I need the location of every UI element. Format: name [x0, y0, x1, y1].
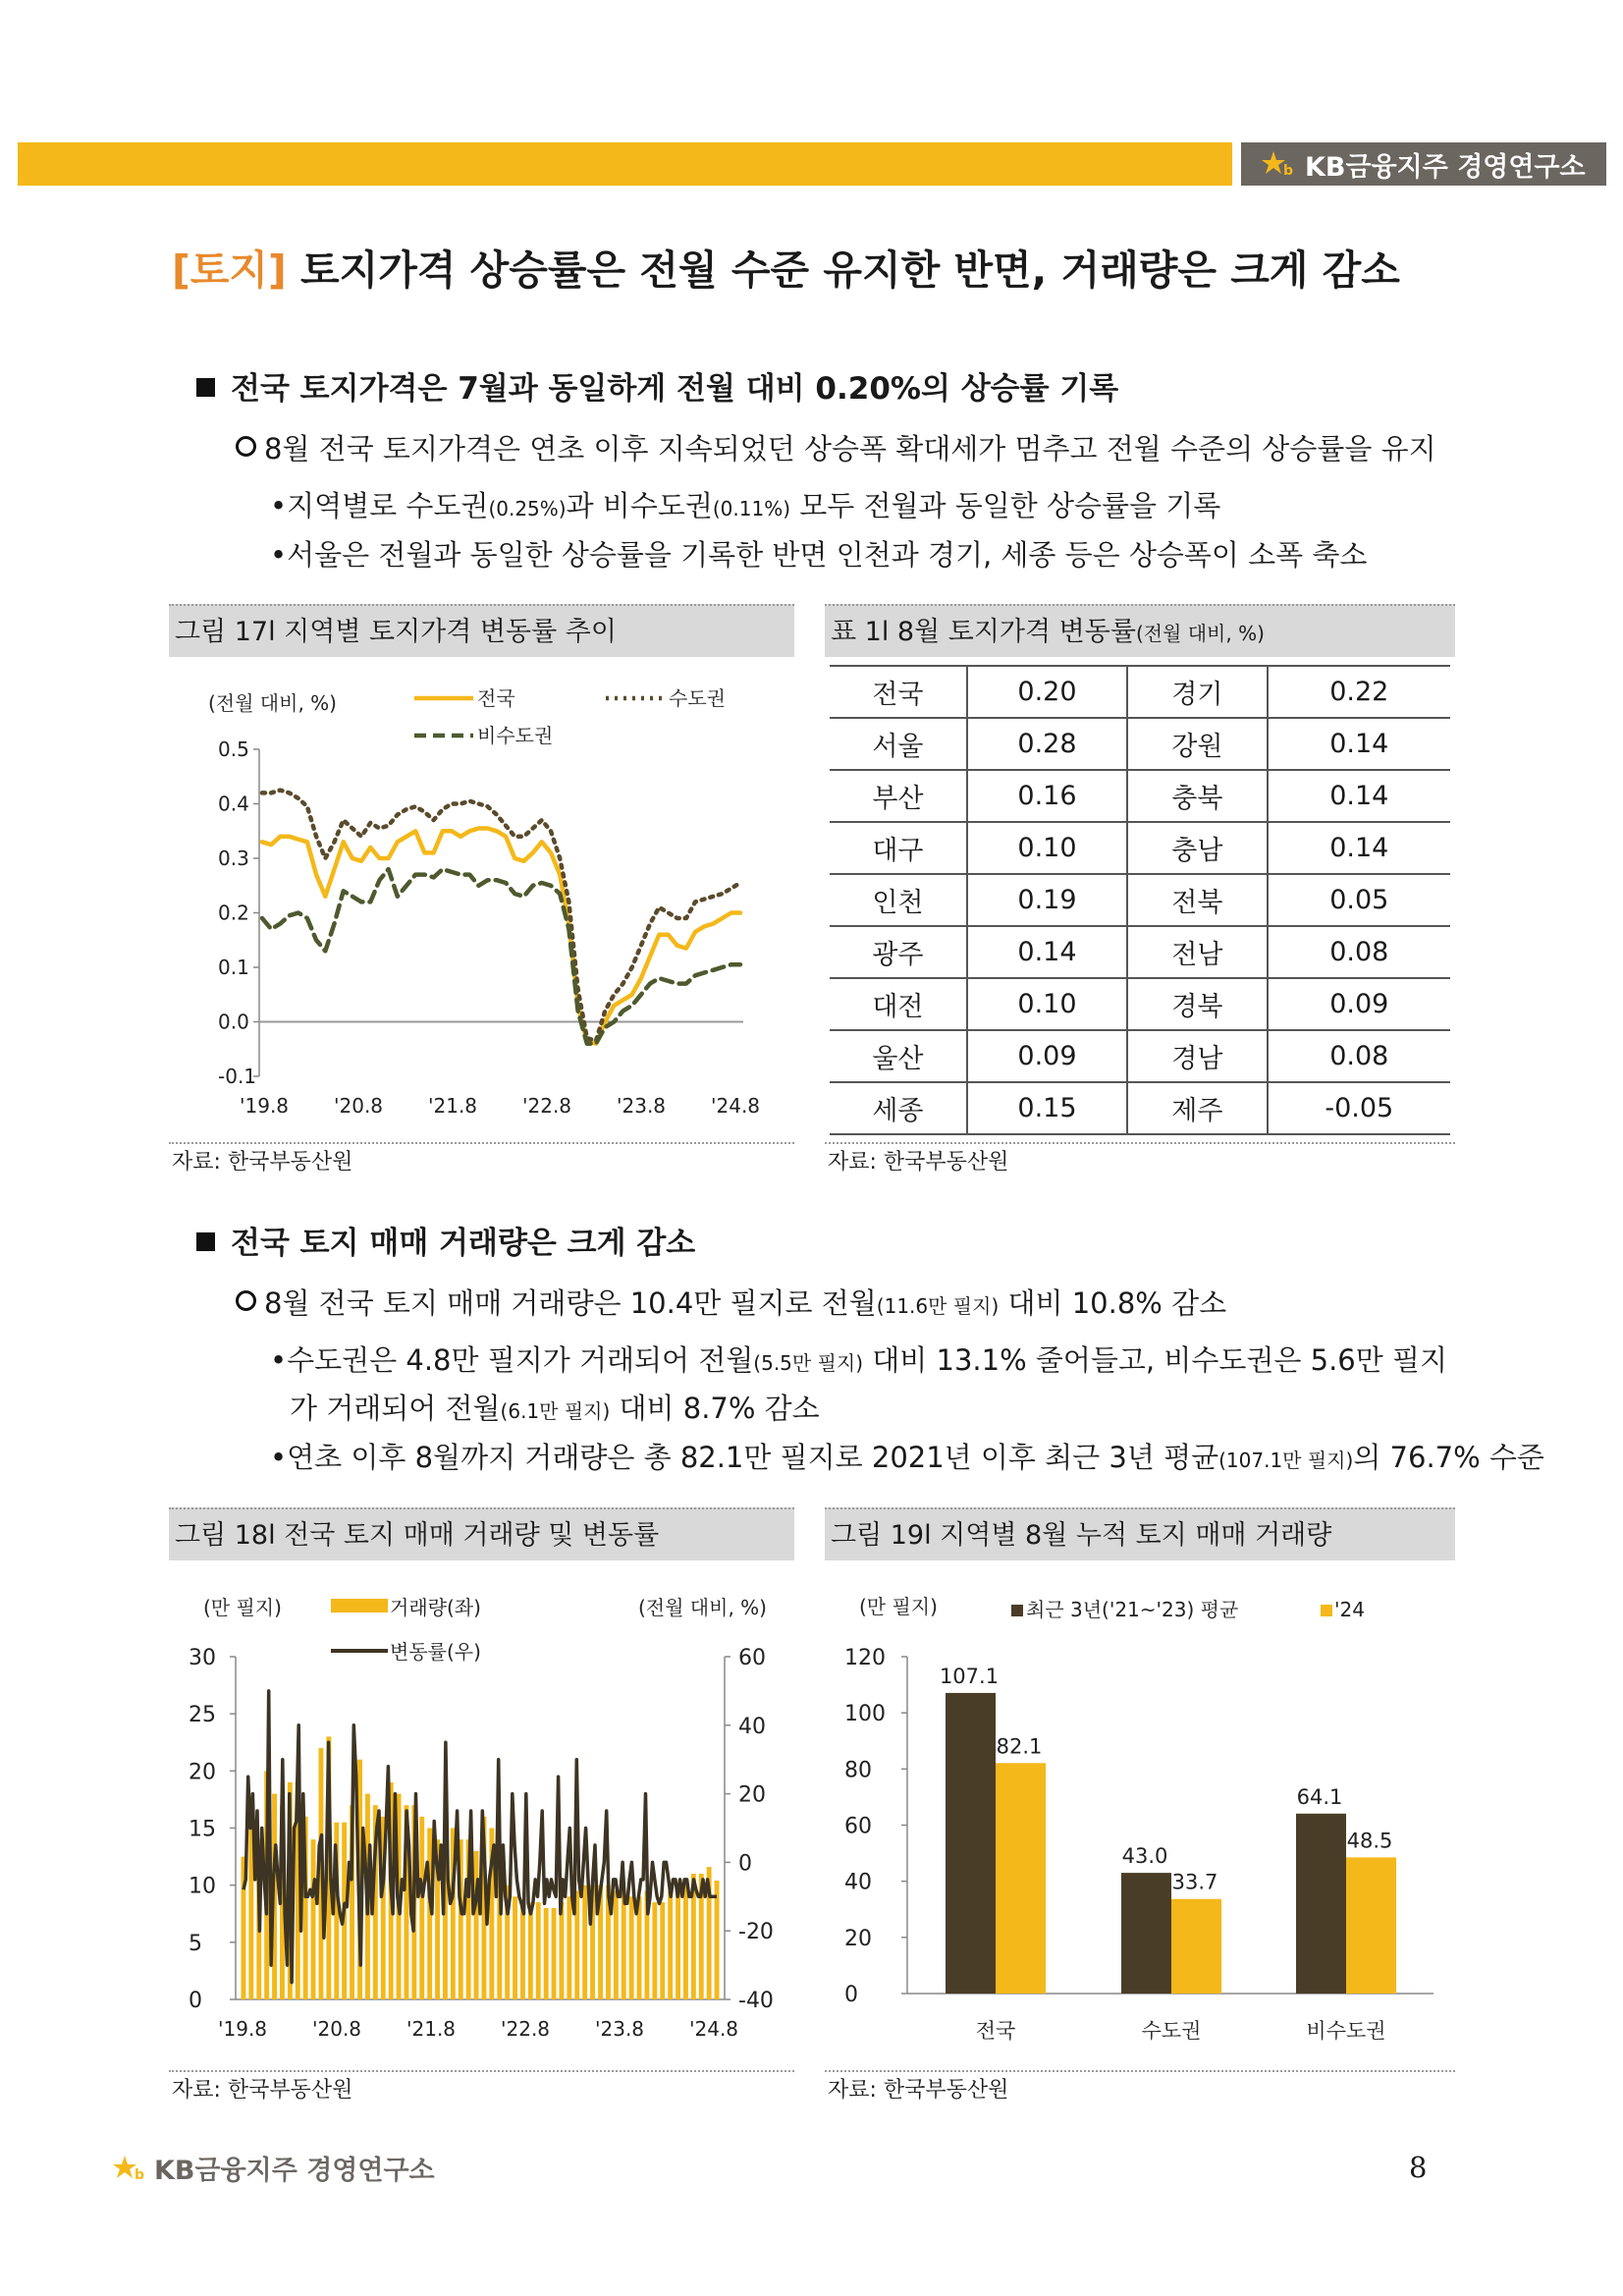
value-cell: 0.22 — [1268, 666, 1450, 718]
y-left-tick-label: 20 — [189, 1760, 216, 1785]
table-row — [830, 822, 1450, 874]
kb-star-icon — [113, 2154, 148, 2183]
series-line-3 — [262, 869, 740, 1044]
volume-bar — [528, 1902, 533, 1999]
legend-label: 전국 — [477, 686, 515, 710]
region-cell: 충북 — [1127, 770, 1267, 822]
y-left-tick-label: 15 — [189, 1817, 216, 1842]
y-tick-label: 0.5 — [218, 738, 249, 761]
volume-bar — [513, 1896, 517, 1999]
y-tick-label: 0.3 — [218, 847, 249, 870]
svg-text:b: b — [135, 2166, 145, 2183]
volume-bar — [660, 1902, 665, 1999]
x-tick-label: '20.8 — [312, 2017, 362, 2041]
data-label: 43.0 — [1121, 1844, 1168, 1869]
bar-avg — [1121, 1873, 1171, 1994]
y-tick-label: 0.1 — [218, 956, 249, 979]
y-tick-label: -0.1 — [218, 1065, 257, 1088]
region-cell: 대구 — [830, 822, 967, 874]
s2-sub1c-b: 대비 8.7% 감소 — [610, 1392, 820, 1425]
section2-sub1 — [270, 1339, 1447, 1379]
sub1-text-a: •지역별로 수도권 — [270, 489, 489, 522]
legend-label: 변동률(우) — [390, 1640, 481, 1664]
circle-bullet-icon — [236, 1290, 256, 1311]
fig18-bottom-rule — [169, 2070, 794, 2072]
value-cell: 0.10 — [967, 978, 1127, 1030]
value-cell: 0.14 — [1268, 718, 1450, 770]
section1-sub2: •서울은 전월과 동일한 상승률을 기록한 반면 인천과 경기, 세종 등은 상승폭이 소폭 축소 — [270, 538, 1368, 572]
y-tick-label: 0.2 — [218, 901, 249, 925]
legend-label: 최근 3년('21~'23) 평균 — [1026, 1598, 1239, 1621]
x-tick-label: '24.8 — [711, 1094, 761, 1118]
y-left-tick-label: 25 — [189, 1703, 216, 1728]
section1-sub1 — [270, 484, 1220, 524]
x-tick-label: '19.8 — [240, 1094, 290, 1118]
region-cell: 제주 — [1127, 1082, 1267, 1134]
volume-bar — [544, 1908, 549, 1999]
legend-swatch — [331, 1599, 388, 1613]
region-cell: 인천 — [830, 874, 967, 926]
table1-bottom-rule — [825, 1142, 1455, 1144]
header-bar — [18, 142, 1232, 186]
sub1-small-b: (0.11%) — [712, 497, 791, 520]
s2-sub2-a: •연초 이후 8월까지 거래량은 총 82.1만 필지로 2021년 이후 최근 3년 평균 — [270, 1441, 1219, 1474]
bar-24 — [1171, 1899, 1221, 1994]
series-line-2 — [262, 791, 740, 1041]
region-cell: 서울 — [830, 718, 967, 770]
value-cell: 0.09 — [967, 1030, 1127, 1082]
s2-bullet-b: 대비 10.8% 감소 — [999, 1286, 1227, 1320]
section2-heading-text: 전국 토지 매매 거래량은 크게 감소 — [231, 1226, 696, 1261]
svg-text:b: b — [1283, 163, 1294, 179]
value-cell: -0.05 — [1268, 1082, 1450, 1134]
value-cell: 0.14 — [967, 926, 1127, 978]
table-row — [830, 978, 1450, 1030]
y-right-tick-label: -40 — [738, 1989, 774, 2013]
fig17-unit-label: (전월 대비, %) — [208, 691, 337, 715]
y-tick-label: 0.4 — [218, 792, 249, 816]
value-cell: 0.20 — [967, 666, 1127, 718]
region-cell: 전국 — [830, 666, 967, 718]
region-cell: 경남 — [1127, 1030, 1267, 1082]
fig18-chart — [169, 1562, 794, 2068]
x-tick-label: '22.8 — [501, 2017, 551, 2041]
table-row — [830, 1082, 1450, 1134]
volume-bar — [582, 1886, 587, 1999]
y-tick-label: 100 — [844, 1702, 886, 1727]
y-tick-label: 0 — [844, 1983, 858, 2007]
volume-bar — [622, 1891, 626, 2000]
category-label: 수도권 — [1141, 2019, 1202, 2043]
data-label: 48.5 — [1346, 1829, 1393, 1853]
legend-swatch — [1321, 1605, 1332, 1616]
s2-sub1-small: (5.5만 필지) — [753, 1351, 864, 1375]
volume-bar — [474, 1851, 479, 1999]
section1-heading-text: 전국 토지가격은 7월과 동일하게 전월 대비 0.20%의 상승률 기록 — [231, 371, 1119, 407]
y-left-tick-label: 10 — [189, 1874, 216, 1899]
s2-bullet-small: (11.6만 필지) — [876, 1294, 1000, 1318]
bar-24 — [996, 1763, 1046, 1994]
y-tick-label: 20 — [844, 1926, 872, 1951]
volume-bar — [614, 1891, 619, 2000]
data-label: 82.1 — [996, 1734, 1043, 1759]
y-right-tick-label: 0 — [738, 1851, 752, 1877]
fig17-chart — [169, 659, 794, 1140]
x-tick-label: '22.8 — [522, 1094, 572, 1118]
volume-bar — [552, 1908, 557, 1999]
volume-bar — [683, 1880, 688, 1999]
bar-avg — [946, 1693, 996, 1994]
value-cell: 0.16 — [967, 770, 1127, 822]
fig19-chart — [825, 1562, 1455, 2068]
legend-label: 수도권 — [669, 686, 726, 710]
table-row — [830, 926, 1450, 978]
value-cell: 0.15 — [967, 1082, 1127, 1134]
header-logo-text: KB금융지주 경영연구소 — [1305, 151, 1586, 183]
y-tick-label: 0.0 — [218, 1010, 249, 1034]
volume-bar — [560, 1902, 565, 1999]
kb-star-icon — [1262, 149, 1297, 179]
category-label: 전국 — [975, 2019, 1016, 2043]
x-tick-label: '21.8 — [428, 1094, 478, 1118]
s2-bullet-a: 8월 전국 토지 매매 거래량은 10.4만 필지로 전월 — [264, 1286, 877, 1320]
bar-avg — [1296, 1814, 1346, 1994]
circle-bullet-icon — [236, 436, 256, 457]
y-left-tick-label: 5 — [189, 1931, 202, 1956]
value-cell: 0.08 — [1268, 926, 1450, 978]
data-label: 33.7 — [1171, 1870, 1218, 1894]
title-tag: [토지] — [172, 246, 287, 294]
x-tick-label: '23.8 — [595, 2017, 645, 2041]
region-cell: 세종 — [830, 1082, 967, 1134]
region-cell: 대전 — [830, 978, 967, 1030]
fig18-title: 그림 18l 전국 토지 매매 거래량 및 변동률 — [169, 1507, 794, 1560]
value-cell: 0.05 — [1268, 874, 1450, 926]
y-right-tick-label: 20 — [738, 1782, 766, 1808]
volume-bar — [715, 1881, 720, 1999]
volume-bar — [567, 1896, 571, 1999]
y-left-tick-label: 0 — [189, 1989, 202, 2013]
section1-bullet — [236, 427, 1436, 467]
square-bullet-icon — [196, 1232, 215, 1251]
section2-heading — [196, 1218, 695, 1262]
x-tick-label: '23.8 — [617, 1094, 667, 1118]
region-cell: 강원 — [1127, 718, 1267, 770]
region-cell: 충남 — [1127, 822, 1267, 874]
section2-sub1-cont — [290, 1387, 820, 1427]
title-text: 토지가격 상승률은 전월 수준 유지한 반면, 거래량은 크게 감소 — [299, 246, 1400, 294]
value-cell: 0.14 — [1268, 822, 1450, 874]
region-cell: 전북 — [1127, 874, 1267, 926]
volume-bar — [311, 1839, 316, 1999]
fig18-source: 자료: 한국부동산원 — [172, 2078, 353, 2103]
fig19-source: 자료: 한국부동산원 — [828, 2078, 1009, 2103]
volume-bar — [520, 1902, 525, 1999]
x-tick-label: '19.8 — [218, 2017, 268, 2041]
table-row — [830, 874, 1450, 926]
y-right-tick-label: -20 — [738, 1920, 774, 1945]
legend-swatch — [1011, 1605, 1023, 1616]
footer-logo-text: KB금융지주 경영연구소 — [154, 2156, 435, 2186]
category-label: 비수도권 — [1306, 2019, 1386, 2043]
table1-title-text: 표 1l 8월 토지가격 변동률 — [831, 617, 1136, 647]
fig18-unit-right: (전월 대비, %) — [638, 1596, 767, 1619]
region-cell: 광주 — [830, 926, 967, 978]
y-right-tick-label: 40 — [738, 1714, 766, 1739]
s2-sub1-b: 대비 13.1% 줄어들고, 비수도권은 5.6만 필지 — [863, 1343, 1448, 1377]
square-bullet-icon — [196, 378, 215, 397]
fig17-source: 자료: 한국부동산원 — [172, 1150, 353, 1175]
sub1-text-b: 과 비수도권 — [566, 489, 713, 522]
region-cell: 경북 — [1127, 978, 1267, 1030]
s2-sub1c-a: 가 거래되어 전월 — [290, 1392, 501, 1425]
section1-bullet-text: 8월 전국 토지가격은 연초 이후 지속되었던 상승폭 확대세가 멈추고 전월 수준의 상승률을 유지 — [264, 432, 1436, 465]
y-tick-label: 80 — [844, 1758, 872, 1783]
fig17-title: 그림 17l 지역별 토지가격 변동률 추이 — [169, 604, 794, 657]
section2-bullet — [236, 1282, 1226, 1322]
x-tick-label: '21.8 — [406, 2017, 457, 2041]
x-tick-label: '20.8 — [334, 1094, 384, 1118]
legend-label: '24 — [1334, 1598, 1365, 1621]
header-logo — [1262, 144, 1586, 184]
fig18-unit-left: (만 필지) — [203, 1596, 282, 1619]
value-cell: 0.14 — [1268, 770, 1450, 822]
footer-logo — [113, 2149, 435, 2187]
value-cell: 0.10 — [967, 822, 1127, 874]
table1 — [830, 665, 1450, 1135]
page-title — [172, 238, 1400, 296]
x-tick-label: '24.8 — [689, 2017, 739, 2041]
legend-label: 거래량(좌) — [390, 1596, 481, 1619]
y-tick-label: 40 — [844, 1870, 872, 1895]
section2-sub2 — [270, 1436, 1544, 1476]
table-row — [830, 1030, 1450, 1082]
region-cell: 울산 — [830, 1030, 967, 1082]
table1-source: 자료: 한국부동산원 — [828, 1150, 1009, 1175]
value-cell: 0.28 — [967, 718, 1127, 770]
fig17-bottom-rule — [169, 1142, 794, 1144]
s2-sub1-a: •수도권은 4.8만 필지가 거래되어 전월 — [270, 1343, 754, 1377]
value-cell: 0.08 — [1268, 1030, 1450, 1082]
s2-sub2-small: (107.1만 필지) — [1218, 1449, 1354, 1472]
region-cell: 경기 — [1127, 666, 1267, 718]
fig19-title: 그림 19l 지역별 8월 누적 토지 매매 거래량 — [825, 1507, 1455, 1560]
volume-bar — [676, 1886, 680, 1999]
region-cell: 부산 — [830, 770, 967, 822]
volume-bar — [419, 1817, 424, 1999]
fig19-bottom-rule — [825, 2070, 1455, 2072]
table-row — [830, 666, 1450, 718]
volume-bar — [629, 1896, 634, 1999]
s2-sub2-b: 의 76.7% 수준 — [1353, 1441, 1544, 1474]
fig19-unit-label: (만 필지) — [859, 1595, 938, 1618]
y-tick-label: 60 — [844, 1814, 872, 1839]
y-right-tick-label: 60 — [738, 1646, 766, 1670]
sub1-text-c: 모두 전월과 동일한 상승률을 기록 — [790, 489, 1221, 522]
s2-sub1c-small: (6.1만 필지) — [500, 1399, 611, 1423]
region-cell: 전남 — [1127, 926, 1267, 978]
table1-title-small: (전월 대비, %) — [1135, 622, 1265, 645]
y-left-tick-label: 30 — [189, 1646, 216, 1670]
value-cell: 0.19 — [967, 874, 1127, 926]
table1-title — [825, 604, 1455, 657]
data-label: 64.1 — [1296, 1784, 1343, 1809]
volume-bar — [536, 1902, 541, 1999]
sub1-small-a: (0.25%) — [488, 497, 567, 520]
volume-bar — [668, 1891, 673, 2000]
bar-24 — [1346, 1857, 1396, 1994]
y-tick-label: 120 — [844, 1646, 886, 1670]
legend-label: 비수도권 — [477, 724, 554, 747]
series-line-1 — [262, 829, 740, 1044]
page-number: 8 — [1409, 2151, 1428, 2184]
table-row — [830, 770, 1450, 822]
volume-bar — [652, 1902, 657, 1999]
table-row — [830, 718, 1450, 770]
data-label: 107.1 — [939, 1664, 1000, 1688]
value-cell: 0.09 — [1268, 978, 1450, 1030]
section1-heading — [196, 363, 1118, 408]
